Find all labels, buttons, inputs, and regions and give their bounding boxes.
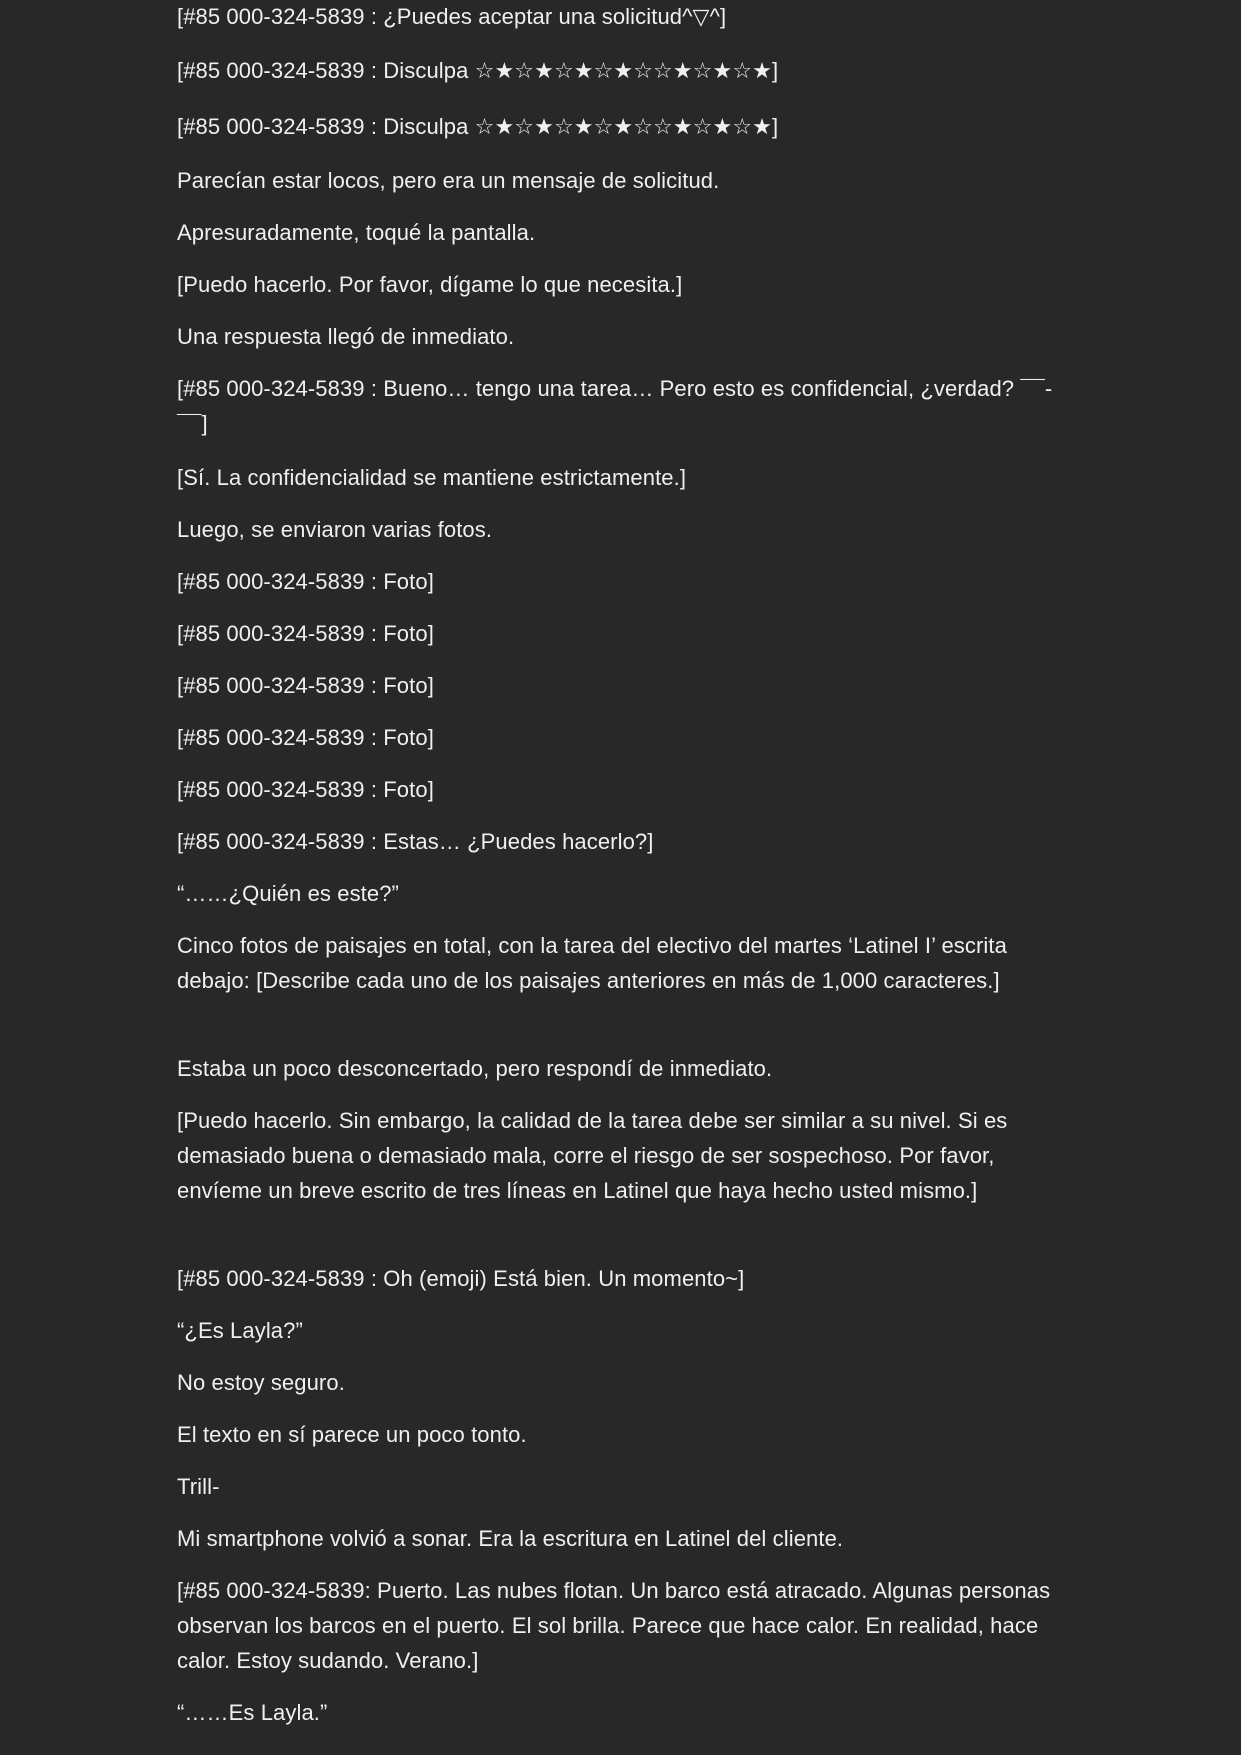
paragraph: [#85 000-324-5839 : Disculpa ☆★☆★☆★☆★☆☆★☆★☆★]	[177, 58, 779, 83]
paragraph: [Puedo hacerlo. Por favor, dígame lo que necesita.]	[177, 272, 683, 297]
paragraph: “……¿Quién es este?”	[177, 881, 399, 906]
paragraph: [#85 000-324-5839 : Disculpa ☆★☆★☆★☆★☆☆★☆★☆★]	[177, 114, 779, 139]
paragraph: Estaba un poco desconcertado, pero respondí de inmediato.	[177, 1056, 773, 1081]
paragraph: [#85 000-324-5839 : Estas… ¿Puedes hacerlo?]	[177, 829, 654, 854]
paragraph: [#85 000-324-5839 : Foto]	[177, 725, 434, 750]
paragraph: [#85 000-324-5839 : Oh (emoji) Está bien. Un momento~]	[177, 1266, 745, 1291]
paragraph: No estoy seguro.	[177, 1370, 345, 1395]
paragraph: Cinco fotos de paisajes en total, con la tarea del electivo del martes ‘Latinel I’ escrita debajo: [Describe cada uno de los paisajes anteriores en más de 1,000 caracteres.]	[177, 933, 1014, 993]
paragraph: [Sí. La confidencialidad se mantiene estrictamente.]	[177, 465, 687, 490]
paragraph: “……Es Layla.”	[177, 1700, 328, 1725]
paragraph: [Puedo hacerlo. Sin embargo, la calidad de la tarea debe ser similar a su nivel. Si es demasiado buena o demasiado mala, corre el riesgo de ser sospechoso. Por favor, envíeme un breve escrito de tres líneas en Latinel que haya hecho usted mismo.]	[177, 1108, 1014, 1203]
paragraph: [#85 000-324-5839 : Foto]	[177, 621, 434, 646]
paragraph: [#85 000-324-5839 : Foto]	[177, 777, 434, 802]
paragraph: “¿Es Layla?”	[177, 1318, 303, 1343]
paragraph: El texto en sí parece un poco tonto.	[177, 1422, 527, 1447]
paragraph: [#85 000-324-5839 : Foto]	[177, 569, 434, 594]
paragraph: [#85 000-324-5839: Puerto. Las nubes flotan. Un barco está atracado. Algunas personas observan los barcos en el puerto. El sol brilla. Parece que hace calor. En realidad, hace calor. Estoy sudando. Verano.]	[177, 1578, 1057, 1673]
paragraph: Parecían estar locos, pero era un mensaje de solicitud.	[177, 168, 720, 193]
paragraph: Luego, se enviaron varias fotos.	[177, 517, 493, 542]
paragraph: [#85 000-324-5839 : Foto]	[177, 673, 434, 698]
paragraph: Mi smartphone volvió a sonar. Era la escritura en Latinel del cliente.	[177, 1526, 844, 1551]
paragraph: Una respuesta llegó de inmediato.	[177, 324, 515, 349]
paragraph: [#85 000-324-5839 : ¿Puedes aceptar una solicitud^▽^]	[177, 4, 727, 29]
paragraph: Trill-	[177, 1474, 220, 1499]
paragraph: Apresuradamente, toqué la pantalla.	[177, 220, 536, 245]
paragraph: [#85 000-324-5839 : Bueno… tengo una tarea… Pero esto es confidencial, ¿verdad? ¯¯-¯¯]	[177, 376, 1053, 436]
